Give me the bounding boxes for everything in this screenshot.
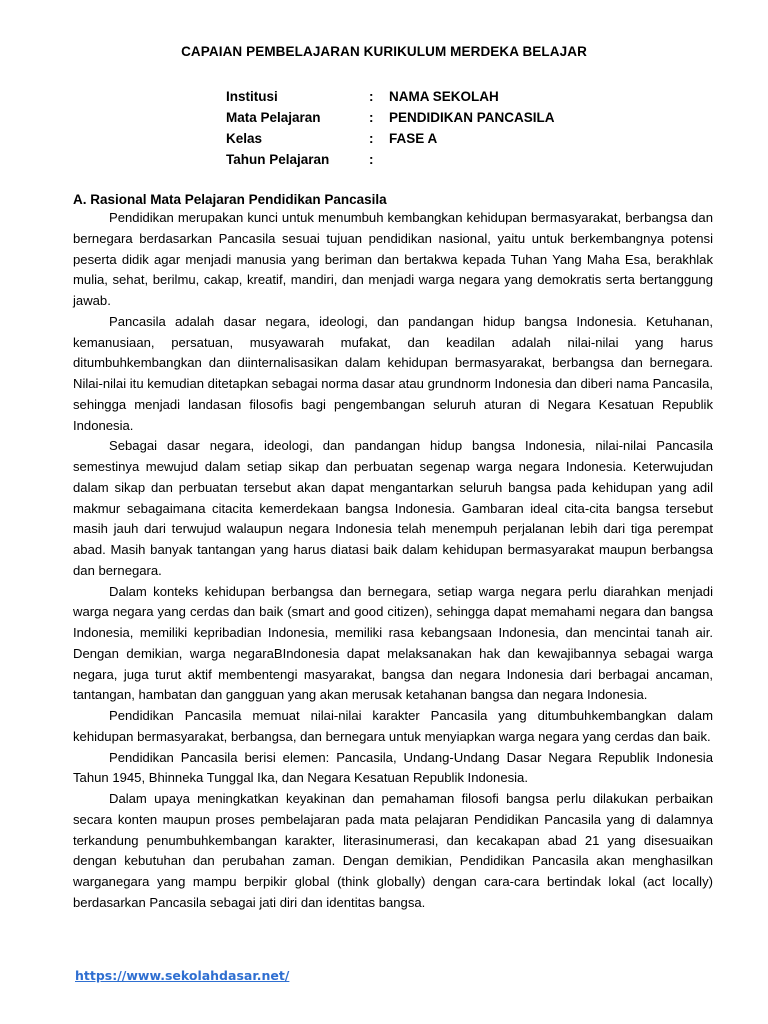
paragraph: Pendidikan Pancasila berisi elemen: Pancasila, Undang-Undang Dasar Negara Republik Indonesia Tahun 1945, Bhinneka Tunggal Ika, dan Negara Kesatuan Republik Indonesia. [73,749,713,786]
document-meta-table [226,86,555,170]
footer-website-link[interactable]: https://www.sekolahdasar.net/ [75,968,290,983]
paragraph: Sebagai dasar negara, ideologi, dan pandangan hidup bangsa Indonesia, nilai-nilai Pancasila semestinya mewujud dalam setiap sikap dan perbuatan segenap warga negara Indonesia. Keterwujudan dalam sikap dan perbuatan tersebut akan dapat mengantarkan seluruh bangsa pada kehidupan yang adil makmur sebagaimana citacita kemerdekaan bangsa Indonesia. Gambaran ideal cita-cita bangsa tersebut masih jauh dari terwujud walaupun negara Indonesia telah menempuh perjalanan lebih dari tiga perempat abad. Masih banyak tantangan yang harus diatasi baik dalam kehidupan bermasyarakat maupun berbangsa dan bernegara. [73,438,713,578]
section-heading: A. Rasional Mata Pelajaran Pendidikan Pancasila [73,192,387,207]
meta-value: NAMA SEKOLAH [389,89,499,104]
paragraph: Pancasila adalah dasar negara, ideologi, dan pandangan hidup bangsa Indonesia. Ketuhanan, kemanusiaan, persatuan, musyawarah mufakat, dan keadilan adalah nilai-nilai yang harus ditumbuhkembangkan dan diinternalisasikan dalam kehidupan bermasyarakat, berbangsa dan bernegara. Nilai-nilai itu kemudian ditetapkan sebagai norma dasar atau grundnorm Indonesia dan diberi nama Pancasila, sehingga menjadi landasan filosofis bagi pengembangan seluruh aturan di Negara Kesatuan Republik Indonesia. [73,313,713,433]
meta-row-kelas [226,128,555,149]
meta-label: Institusi [226,89,278,104]
paragraph: Dalam upaya meningkatkan keyakinan dan pemahaman filosofi bangsa perlu dilakukan perbaikan secara konten maupun proses pembelajaran pada mata pelajaran Pendidikan Pancasila yang di dalamnya terkandung penumbuhkembangan karakter, literasinumerasi, dan kecakapan abad 21 yang disesuaikan dengan kebutuhan dan perubahan zaman. Dengan demikian, Pendidikan Pancasila akan menghasilkan warganegara yang mampu berpikir global (think globally) dengan cara-cara bertindak lokal (act locally) berdasarkan Pancasila sebagai jati diri dan identitas bangsa. [73,791,713,910]
meta-label: Tahun Pelajaran [226,152,330,167]
meta-colon: : [369,131,374,146]
paragraph: Dalam konteks kehidupan berbangsa dan bernegara, setiap warga negara perlu diarahkan menjadi warga negara yang cerdas dan baik (smart and good citizen), sehingga dapat memahami negara dan bangsa Indonesia, memiliki kepribadian Indonesia, memiliki rasa kebangsaan Indonesia, dan mencintai tanah air. Dengan demikian, warga negaraBIndonesia dapat melaksanakan hak dan kewajibannya sebagai warga negara, juga turut aktif membentengi masyarakat, bangsa dan negara Indonesia dari berbagai ancaman, tantangan, hambatan dan gangguan yang akan merusak ketahanan bangsa dan negara Indonesia. [73,583,713,703]
meta-row-mata-pelajaran [226,107,555,128]
document-title: CAPAIAN PEMBELAJARAN KURIKULUM MERDEKA BELAJAR [181,44,587,59]
meta-colon: : [369,110,374,125]
meta-value: PENDIDIKAN PANCASILA [389,110,555,125]
paragraph: Pendidikan merupakan kunci untuk menumbuh kembangkan kehidupan bermasyarakat, berbangsa dan bernegara berdasarkan Pancasila sesuai tujuan pendidikan nasional, yaitu untuk berkembangnya potensi peserta didik agar menjadi manusia yang beriman dan bertakwa kepada Tuhan Yang Maha Esa, berakhlak mulia, sehat, berilmu, cakap, kreatif, mandiri, dan menjadi warga negara yang demokratis serta bertanggung jawab. [73,210,713,308]
meta-colon: : [369,89,374,104]
meta-row-tahun-pelajaran [226,149,555,170]
meta-label: Kelas [226,131,263,146]
meta-value: FASE A [389,131,438,146]
meta-row-institusi [226,86,555,107]
paragraph: Pendidikan Pancasila memuat nilai-nilai karakter Pancasila yang ditumbuhkembangkan dalam kehidupan bermasyarakat, berbangsa, dan bernegara untuk menyiapkan warga negara yang cerdas dan baik. [73,708,713,744]
meta-colon: : [369,152,374,167]
meta-label: Mata Pelajaran [226,110,321,125]
section-body [73,208,713,914]
